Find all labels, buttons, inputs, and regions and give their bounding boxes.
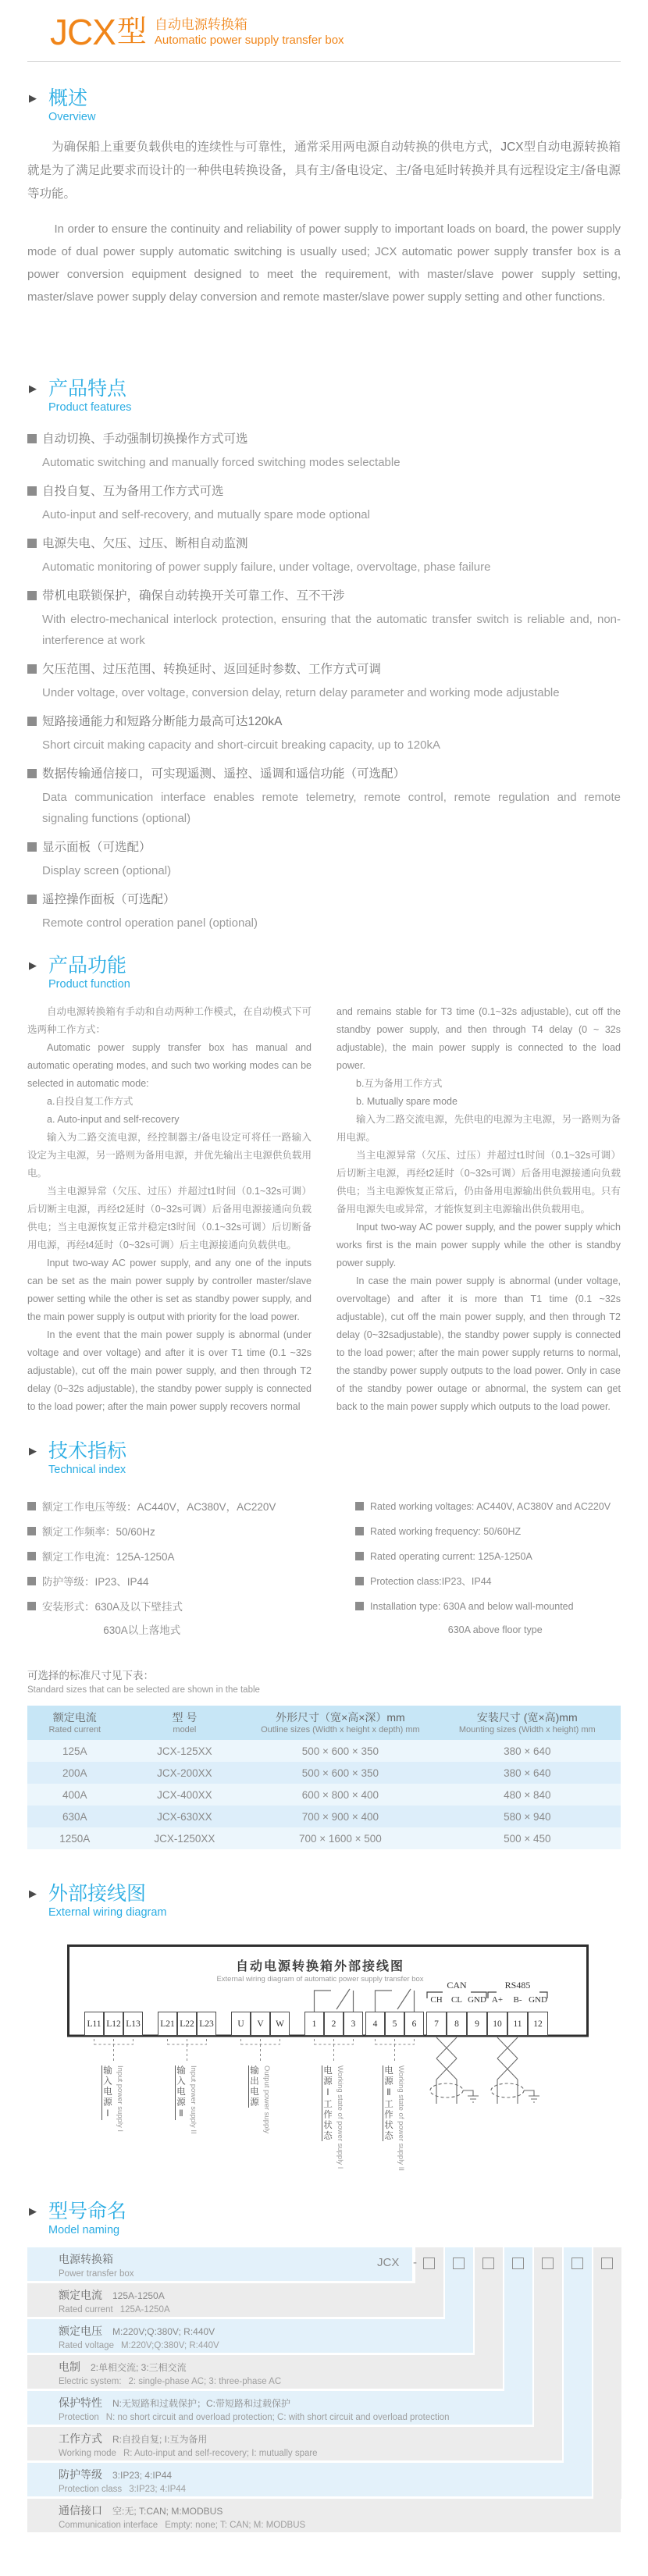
feature-item <box>27 428 621 473</box>
feature-text-cn: 数据传输通信接口，可实现遥测、遥控、遥调和遥信功能（可选配） <box>42 767 406 781</box>
naming-label-en: Electric system: <box>59 2377 122 2386</box>
bullet-square-icon <box>27 1552 36 1560</box>
group-label-en: Working state of power supply II <box>397 2065 405 2171</box>
naming-value-en: 125A-1250A <box>119 2305 170 2314</box>
section-model-naming <box>27 2200 621 2535</box>
function-paragraph: 自动电源转换箱有手动和自动两种工作模式，在自动模式下可选两种工作方式： <box>27 1006 312 1035</box>
terminal: 10 <box>487 2012 507 2036</box>
function-paragraph: In case the main power supply is abnormal (under voltage, overvoltage) and after it is more than T1 time (0.1 ~32s adjustable), cut off the main power supply, and then through T2 delay (0~32sadjustable), the standby power supply is connected to the load power; after the main power supply returns to normal, the standby power supply outputs to the load power. Only in case of the standby power outage or abnormal, the system can get back to the main power supply which outputs to the load power. <box>336 1276 621 1412</box>
ladder-strip <box>534 2247 562 2427</box>
model-code-box <box>601 2258 613 2269</box>
group-label-cn: 电源Ⅰ工作状态 <box>322 2065 332 2141</box>
comm-pin-label: CL <box>450 1995 463 2005</box>
table-row <box>27 1740 621 1762</box>
cell-rated-current: 400A <box>62 1788 87 1801</box>
feature-text-en: Short circuit making capacity and short-circuit breaking capacity, up to 120kA <box>42 738 440 752</box>
feature-item <box>27 532 621 578</box>
feature-text-cn: 带机电联锁保护，确保自动转换开关可靠工作、互不干涉 <box>42 589 345 603</box>
naming-value-cn: 2:单相交流; 3:三相交流 <box>91 2362 187 2373</box>
column-header-cn: 外形尺寸（宽×高×深）mm <box>276 1711 405 1724</box>
technical-item <box>355 1600 621 1614</box>
product-model: JCX <box>50 12 116 52</box>
naming-label-en: Working mode <box>59 2449 116 2458</box>
naming-value-en: N: no short circuit and overload protection; C: with short circuit and overload protection <box>105 2413 450 2422</box>
section-wiring-diagram <box>27 1882 621 2176</box>
feature-text-en: Display screen (optional) <box>42 864 172 877</box>
technical-text: Rated working frequency: 50/60HZ <box>370 1526 522 1537</box>
page-header <box>0 0 648 52</box>
naming-value-en: Empty: none; T: CAN; M: MODBUS <box>165 2521 306 2530</box>
naming-row <box>27 2427 562 2460</box>
wiring-heading-cn: 外部接线图 <box>48 1883 147 1905</box>
column-header-cn: 型 号 <box>172 1711 198 1724</box>
terminal: L23 <box>197 2012 216 2036</box>
technical-item <box>355 1525 621 1539</box>
section-arrow-icon: ▶ <box>29 959 37 971</box>
model-dash: - <box>413 2256 417 2269</box>
naming-label-cn: 保护特性 <box>59 2396 102 2409</box>
feature-text-en: Data communication interface enables remote telemetry, remote control, remote regulation and remote signaling functions (optional) <box>42 791 621 825</box>
technical-text: Rated working voltages: AC440V, AC380V and AC220V <box>370 1501 611 1512</box>
overview-paragraph-en: In order to ensure the continuity and reliability of power supply to important loads on board, the power supply mode of dual power supply automatic switching is usually used; JCX automatic power supply transfer box is a power conversion equipment designed to meet the requirement, with master/slave power supply setting, master/slave power supply delay conversion and remote master/slave power supply setting and other functions. <box>27 222 621 304</box>
section-arrow-icon: ▶ <box>29 1888 37 1899</box>
technical-text: 额定工作电压等级：AC440V，AC380V，AC220V <box>42 1501 276 1513</box>
technical-item <box>27 1525 355 1539</box>
column-header-en: Rated current <box>48 1725 101 1735</box>
terminal: 1 <box>304 2012 324 2036</box>
bullet-square-icon <box>27 539 37 548</box>
bullet-square-icon <box>27 717 37 726</box>
bullet-square-icon <box>27 664 37 674</box>
group-label-cn: 输入电源Ⅰ <box>102 2065 112 2120</box>
bullet-square-icon <box>27 769 37 778</box>
comm-pin-label: GND <box>468 1995 486 2005</box>
feature-item <box>27 888 621 934</box>
cell-rated-current: 630A <box>62 1810 87 1823</box>
function-column-left <box>27 1003 312 1416</box>
feature-item <box>27 763 621 829</box>
function-paragraph: a. Auto-input and self-recovery <box>47 1114 180 1125</box>
function-paragraph: In the event that the main power supply is abnormal (under voltage and over voltage) and after it is over T1 time (0.1 ~32s adjustable), cut off the main power supply, and then through T2 delay (0~32s adjustable), the standby power supply is connected to the load power; after the main power supply recovers normal <box>27 1329 312 1412</box>
technical-text: 额定工作电流：125A-1250A <box>42 1551 175 1563</box>
naming-label-en: Rated voltage <box>59 2341 114 2350</box>
cell-rated-current: 125A <box>62 1745 87 1757</box>
feature-item <box>27 585 621 651</box>
naming-value-en: 2: single-phase AC; 3: three-phase AC <box>128 2377 282 2386</box>
wiring-diagram <box>66 1944 589 2176</box>
model-code-box <box>512 2258 524 2269</box>
bullet-square-icon <box>27 591 37 600</box>
terminal: L12 <box>104 2012 123 2036</box>
bullet-square-icon <box>355 1552 364 1560</box>
technical-item <box>27 1550 355 1564</box>
section-product-function <box>27 954 621 1416</box>
rs485-bus-label: RS485 <box>504 1980 531 1991</box>
function-paragraph: and remains stable for T3 time (0.1~32s adjustable), cut off the standby power supply, and then through T4 delay (0 ~ 32s adjustable), the main power supply is connected to the load power. <box>336 1006 621 1071</box>
naming-label-en: Power transfer box <box>59 2269 134 2279</box>
function-paragraph: Automatic power supply transfer box has manual and automatic operating modes, and such two working modes can be selected in automatic mode: <box>27 1042 312 1089</box>
feature-list <box>27 428 621 934</box>
model-naming-ladder <box>27 2247 621 2535</box>
naming-label-en: Protection <box>59 2413 99 2422</box>
function-paragraph: 输入为二路交流电源，先供电的电源为主电源，另一路则为备用电源。 <box>336 1114 621 1143</box>
cell-mounting-size: 580 × 940 <box>504 1810 551 1823</box>
cell-outline-size: 500 × 600 × 350 <box>301 1745 379 1757</box>
function-paragraph: b. Mutually spare mode <box>356 1096 458 1107</box>
group-label-en: Input power supply I <box>116 2065 124 2133</box>
technical-text: Protection class:IP23、IP44 <box>370 1576 492 1587</box>
naming-label-cn: 工作方式 <box>59 2432 102 2445</box>
function-paragraph: 当主电源异常（欠压、过压）并超过t1时间（0.1~32s可调）后切断主电源，再经t2延时（0~32s可调）后备用电源接通向负载供电；当主电源恢复正常并稳定t3时间（0.1~32s可调）后切断备用电源，再经t4延时（0~32s可调）后主电源接通向负载供电。 <box>27 1186 312 1251</box>
terminal: 2 <box>324 2012 344 2036</box>
wiring-title-cn: 自动电源转换箱外部接线图 <box>235 1960 404 1973</box>
function-column-right <box>336 1003 621 1416</box>
bullet-square-icon <box>27 895 37 904</box>
cell-outline-size: 500 × 600 × 350 <box>301 1767 379 1779</box>
technical-list-en <box>355 1489 621 1637</box>
overview-heading-en: Overview <box>48 111 96 123</box>
function-paragraph: Input two-way AC power supply, and any one of the inputs can be set as the main power supply by controller master/slave power setting while the other is set as standby power supply, and the main power supply is output with priority for the load power. <box>27 1258 312 1322</box>
naming-value-en: 3:IP23; 4:IP44 <box>129 2485 187 2494</box>
cell-mounting-size: 500 × 450 <box>504 1832 551 1845</box>
naming-value-cn: 125A-1250A <box>112 2290 165 2301</box>
feature-item <box>27 836 621 881</box>
naming-label-cn: 额定电流 <box>59 2289 102 2301</box>
technical-item <box>355 1575 621 1589</box>
feature-text-cn: 电源失电、欠压、过压、断相自动监测 <box>42 537 248 550</box>
technical-text: Installation type: 630A and below wall-mounted <box>370 1601 574 1612</box>
cell-mounting-size: 480 × 840 <box>504 1788 551 1801</box>
product-title-cn: 自动电源转换箱 <box>154 17 247 32</box>
function-paragraph: 当主电源异常（欠压、过压）并超过t1时间（0.1~32s可调）后切断主电源，再经t2延时（0~32s可调）后备用电源接通向负载供电；当主电源恢复正常后，仍由备用电源输出供负载用电。只有备用电源失电或异常，才能恢复到主电源输出供负载用电。 <box>336 1150 621 1215</box>
cell-mounting-size: 380 × 640 <box>504 1745 551 1757</box>
naming-row <box>27 2247 412 2281</box>
terminal: 7 <box>426 2012 447 2036</box>
terminal: 11 <box>507 2012 528 2036</box>
feature-text-en: Automatic monitoring of power supply failure, under voltage, overvoltage, phase failure <box>42 560 491 574</box>
naming-value-en: M:220V;Q:380V; R:440V <box>120 2341 219 2350</box>
column-header-cn: 额定电流 <box>52 1711 97 1724</box>
terminal: L22 <box>177 2012 197 2036</box>
naming-label-en: Rated current <box>59 2305 113 2314</box>
technical-item-line2: 630A above floor type <box>447 1624 543 1635</box>
feature-text-en: Remote control operation panel (optional) <box>42 916 258 930</box>
group-label-en: Output power supply <box>262 2065 271 2134</box>
terminal: L13 <box>123 2012 143 2036</box>
naming-label-cn: 通信接口 <box>59 2504 102 2517</box>
naming-value-cn: R:自投自复; I:互为备用 <box>112 2434 208 2445</box>
bullet-square-icon <box>355 1502 364 1510</box>
column-header-en: model <box>173 1725 197 1735</box>
naming-value-cn: 空:无; T:CAN; M:MODBUS <box>112 2506 223 2517</box>
terminal: 4 <box>365 2012 385 2036</box>
bullet-square-icon <box>27 842 37 852</box>
bullet-square-icon <box>27 1602 36 1610</box>
features-heading-cn: 产品特点 <box>48 378 127 400</box>
cell-model: JCX-1250XX <box>154 1832 215 1845</box>
model-code-box <box>542 2258 554 2269</box>
naming-row <box>27 2355 503 2389</box>
technical-list-cn <box>27 1489 355 1637</box>
function-paragraph: 输入为二路交流电源，经控制器主/备电设定可将任一路输入设定为主电源，另一路则为备用电源，并优先输出主电源供负载用电。 <box>27 1132 312 1179</box>
feature-item <box>27 658 621 703</box>
bullet-square-icon <box>27 1502 36 1510</box>
naming-row <box>27 2391 532 2425</box>
ladder-strip <box>564 2247 592 2463</box>
terminal: L21 <box>158 2012 177 2036</box>
group-label-cn: 输出电源 <box>249 2065 258 2108</box>
product-title-en: Automatic power supply transfer box <box>154 34 344 47</box>
terminal: V <box>251 2012 270 2036</box>
naming-heading-en: Model naming <box>48 2224 120 2236</box>
cell-rated-current: 1250A <box>59 1832 91 1845</box>
feature-item <box>27 710 621 756</box>
section-overview <box>27 87 621 308</box>
cell-outline-size: 700 × 900 × 400 <box>301 1810 379 1823</box>
section-technical-index <box>27 1439 621 1849</box>
technical-text: 额定工作频率：50/60Hz <box>42 1526 155 1538</box>
section-product-features <box>27 377 621 934</box>
group-label-cn: 电源Ⅱ工作状态 <box>383 2065 393 2141</box>
naming-value-en: R: Auto-input and self-recovery; I: mutually spare <box>123 2449 318 2458</box>
naming-label-cn: 电源转换箱 <box>59 2253 113 2265</box>
technical-item <box>27 1600 355 1614</box>
column-header-en: Mounting sizes (Width x height) mm <box>458 1725 596 1735</box>
bullet-square-icon <box>27 1577 36 1585</box>
model-code-box <box>571 2258 583 2269</box>
overview-heading-cn: 概述 <box>48 87 88 109</box>
group-label-en: Input power supply II <box>189 2065 198 2134</box>
product-title-block <box>155 12 344 48</box>
feature-text-en: Under voltage, over voltage, conversion delay, return delay parameter and working mode adjustable <box>42 686 560 699</box>
section-arrow-icon: ▶ <box>29 1445 37 1457</box>
cell-outline-size: 600 × 800 × 400 <box>301 1788 379 1801</box>
feature-text-cn: 欠压范围、过压范围、转换延时、返回延时参数、工作方式可调 <box>42 663 382 676</box>
naming-row <box>27 2283 443 2317</box>
wiring-title-en: External wiring diagram of automatic power supply transfer box <box>216 1975 424 1984</box>
naming-row <box>27 2463 592 2496</box>
terminal: U <box>231 2012 251 2036</box>
naming-value-cn: 3:IP23; 4:IP44 <box>112 2470 173 2481</box>
model-code-box <box>423 2258 435 2269</box>
terminal: 6 <box>404 2012 424 2036</box>
feature-text-cn: 自投自复、互为备用工作方式可选 <box>42 485 224 498</box>
feature-text-cn: 自动切换、手动强制切换操作方式可选 <box>42 432 248 446</box>
sizes-intro-en: Standard sizes that can be selected are shown in the table <box>27 1685 260 1695</box>
function-paragraph: b.互为备用工作方式 <box>356 1078 443 1089</box>
features-heading-en: Product features <box>48 401 132 414</box>
feature-text-en: Auto-input and self-recovery, and mutually spare mode optional <box>42 508 370 521</box>
bullet-square-icon <box>355 1602 364 1610</box>
terminal: 9 <box>467 2012 487 2036</box>
sizes-table <box>27 1706 621 1849</box>
ladder-strip <box>593 2247 621 2499</box>
technical-item <box>355 1500 621 1514</box>
section-arrow-icon: ▶ <box>29 382 37 394</box>
naming-label-en: Protection class <box>59 2485 123 2494</box>
technical-item <box>27 1500 355 1514</box>
naming-label-cn: 电制 <box>59 2361 80 2373</box>
technical-heading-cn: 技术指标 <box>48 1440 127 1462</box>
table-row <box>27 1827 621 1849</box>
function-heading-cn: 产品功能 <box>48 955 127 977</box>
cell-mounting-size: 380 × 640 <box>504 1767 551 1779</box>
function-paragraph: a.自投自复工作方式 <box>47 1096 134 1107</box>
feature-text-cn: 显示面板（可选配） <box>42 841 151 854</box>
technical-heading-en: Technical index <box>48 1464 126 1476</box>
model-code-box <box>453 2258 465 2269</box>
terminal: W <box>270 2012 290 2036</box>
terminal: 12 <box>528 2012 548 2036</box>
terminal: 5 <box>385 2012 404 2036</box>
section-arrow-icon: ▶ <box>29 92 37 104</box>
table-row <box>27 1784 621 1806</box>
comm-pin-label: B- <box>513 1995 522 2005</box>
naming-row <box>27 2499 621 2532</box>
group-label-cn: 输入电源Ⅱ <box>176 2065 185 2120</box>
bullet-square-icon <box>355 1527 364 1535</box>
group-label-en: Working state of power supply I <box>336 2065 344 2169</box>
table-row <box>27 1806 621 1827</box>
feature-text-en: Automatic switching and manually forced switching modes selectable <box>42 456 401 469</box>
table-header-row <box>27 1706 621 1740</box>
technical-text: 防护等级：IP23、IP44 <box>42 1576 149 1588</box>
bullet-square-icon <box>27 486 37 496</box>
terminal: 3 <box>344 2012 363 2036</box>
technical-text: 安装形式：630A及以下壁挂式 <box>42 1601 183 1613</box>
feature-text-en: With electro-mechanical interlock protection, ensuring that the automatic transfer switch is reliable and, non-interference at work <box>42 613 621 647</box>
naming-label-cn: 防护等级 <box>59 2468 102 2481</box>
product-model-suffix: 型 <box>116 16 147 48</box>
terminal: L11 <box>84 2012 104 2036</box>
naming-label-en: Communication interface <box>59 2521 158 2530</box>
cell-rated-current: 200A <box>62 1767 87 1779</box>
overview-paragraph-cn: 为确保船上重要负载供电的连续性与可靠性，通常采用两电源自动转换的供电方式，JCX型自动电源转换箱就是为了满足此要求而设计的一种供电转换设备，具有主/备电设定、主/备电延时转换并具有远程设定主/备电源等功能。 <box>27 141 621 201</box>
bullet-square-icon <box>27 1527 36 1535</box>
naming-row <box>27 2319 473 2353</box>
technical-item <box>355 1550 621 1564</box>
naming-value-cn: N:无短路和过载保护；C:带短路和过载保护 <box>112 2398 291 2409</box>
model-code-box <box>482 2258 494 2269</box>
table-row <box>27 1762 621 1784</box>
feature-text-cn: 短路接通能力和短路分断能力最高可达120kA <box>42 715 283 728</box>
function-heading-en: Product function <box>48 978 130 991</box>
cell-model: JCX-125XX <box>157 1745 212 1757</box>
bullet-square-icon <box>27 434 37 443</box>
can-bus-label: CAN <box>447 1980 467 1991</box>
terminal: 8 <box>447 2012 467 2036</box>
cell-model: JCX-630XX <box>157 1810 212 1823</box>
technical-item-line2: 630A以上落地式 <box>103 1624 181 1636</box>
technical-text: Rated operating current: 125A-1250A <box>370 1551 532 1562</box>
section-arrow-icon: ▶ <box>29 2205 37 2217</box>
model-prefix: JCX <box>377 2256 400 2269</box>
wiring-heading-en: External wiring diagram <box>48 1906 167 1919</box>
naming-label-cn: 额定电压 <box>59 2325 102 2337</box>
technical-item <box>27 1575 355 1589</box>
naming-value-cn: M:220V;Q:380V; R:440V <box>112 2326 215 2337</box>
comm-pin-label: GND <box>529 1995 547 2005</box>
feature-text-cn: 遥控操作面板（可选配） <box>42 893 176 906</box>
sizes-intro-cn: 可选择的标准尺寸见下表： <box>27 1670 154 1681</box>
naming-heading-cn: 型号命名 <box>48 2201 127 2222</box>
column-header-en: Outline sizes (Width x height x depth) mm <box>261 1725 420 1735</box>
comm-pin-label: A+ <box>491 1995 504 2005</box>
bullet-square-icon <box>355 1577 364 1585</box>
header-divider <box>27 61 621 62</box>
cell-outline-size: 700 × 1600 × 500 <box>298 1832 382 1845</box>
comm-pin-label: CH <box>430 1995 443 2005</box>
cell-model: JCX-400XX <box>157 1788 212 1801</box>
function-paragraph: Input two-way AC power supply, and the power supply which works first is the main power supply while the other is standby power supply. <box>336 1222 621 1268</box>
cell-model: JCX-200XX <box>157 1767 212 1779</box>
column-header-cn: 安装尺寸 (宽×高)mm <box>476 1711 578 1724</box>
feature-item <box>27 480 621 525</box>
